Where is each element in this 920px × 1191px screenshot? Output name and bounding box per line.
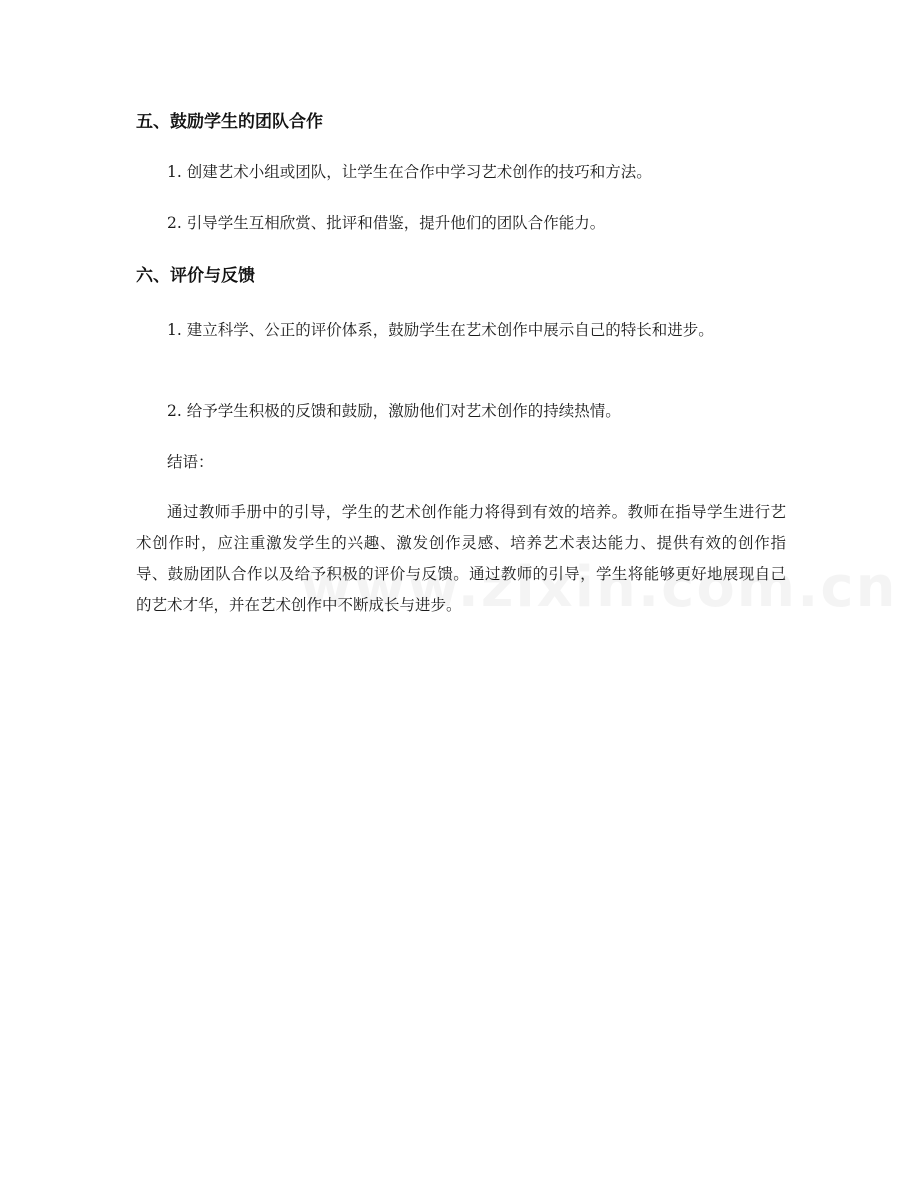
section-heading-teamwork: 五、鼓励学生的团队合作 (136, 112, 323, 132)
section-heading-evaluation: 六、评价与反馈 (136, 266, 255, 286)
list-item: 1. 建立科学、公正的评价体系，鼓励学生在艺术创作中展示自己的特长和进步。 (167, 321, 714, 339)
list-item: 1. 创建艺术小组或团队，让学生在合作中学习艺术创作的技巧和方法。 (167, 163, 652, 181)
list-item: 2. 引导学生互相欣赏、批评和借鉴，提升他们的团队合作能力。 (167, 214, 606, 232)
conclusion-label: 结语： (167, 453, 214, 471)
conclusion-body: 通过教师手册中的引导，学生的艺术创作能力将得到有效的培养。教师在指导学生进行艺术创作时，应注重激发学生的兴趣、激发创作灵感、培养艺术表达能力、提供有效的创作指导、鼓励团队合作以及给予积极的评价与反馈。通过教师的引导，学生将能够更好地展现自己的艺术才华，并在艺术创作中不断成长与进步。 (136, 503, 786, 614)
list-item: 2. 给予学生积极的反馈和鼓励，激励他们对艺术创作的持续热情。 (167, 402, 621, 420)
